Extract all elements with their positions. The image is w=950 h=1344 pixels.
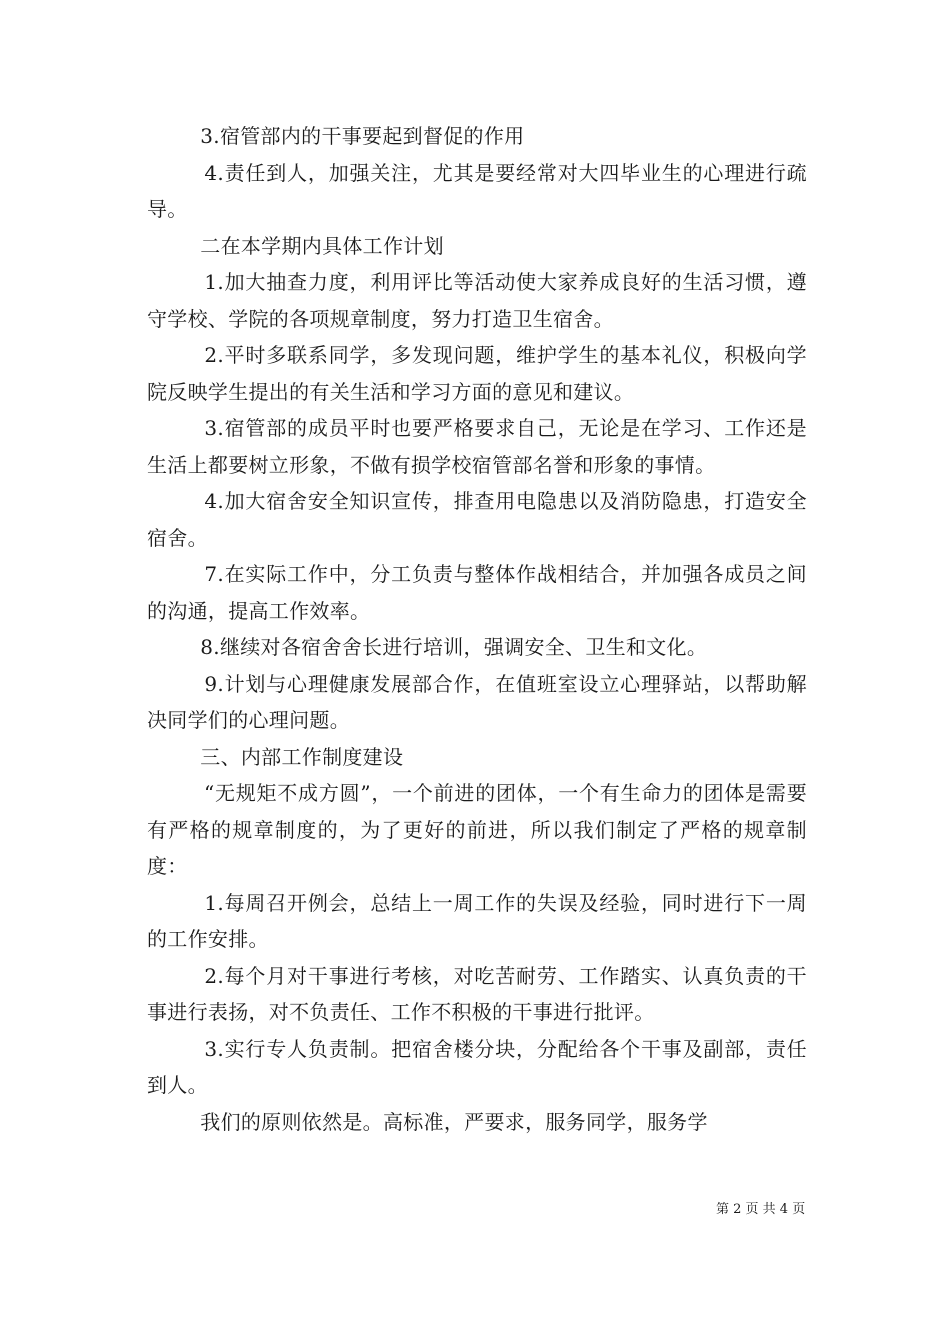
paragraph: 1.每周召开例会，总结上一周工作的失误及经验，同时进行下一周的工作安排。 — [147, 890, 807, 951]
paragraph: 2.平时多联系同学，多发现问题，维护学生的基本礼仪，积极向学院反映学生提出的有关生活和学习方面的意见和建议。 — [147, 343, 807, 404]
paragraph: 3.宿管部的成员平时也要严格要求自己，无论是在学习、工作还是生活上都要树立形象，不做有损学校宿管部名誉和形象的事情。 — [147, 416, 807, 477]
paragraph: “无规矩不成方圆”，一个前进的团体，一个有生命力的团体是需要有严格的规章制度的，为了更好的前进，所以我们制定了严格的规章制度： — [147, 781, 807, 878]
page-number-footer: 第 2 页 共 4 页 — [716, 1202, 806, 1217]
paragraph: 1.加大抽查力度，利用评比等活动使大家养成良好的生活习惯，遵守学校、学院的各项规章制度，努力打造卫生宿舍。 — [147, 270, 807, 331]
paragraph: 3.宿管部内的干事要起到督促的作用 — [147, 124, 525, 148]
section-heading: 二在本学期内具体工作计划 — [147, 233, 444, 258]
paragraph: 2.每个月对干事进行考核，对吃苦耐劳、工作踏实、认真负责的干事进行表扬，对不负责任、工作不积极的干事进行批评。 — [147, 963, 807, 1024]
paragraph: 7.在实际工作中，分工负责与整体作战相结合，并加强各成员之间的沟通，提高工作效率。 — [147, 562, 807, 623]
document-body — [147, 118, 807, 1140]
paragraph: 8.继续对各宿舍舍长进行培训，强调安全、卫生和文化。 — [147, 635, 708, 659]
paragraph: 3.实行专人负责制。把宿舍楼分块，分配给各个干事及副部，责任到人。 — [147, 1036, 807, 1097]
paragraph: 9.计划与心理健康发展部合作，在值班室设立心理驿站，以帮助解决同学们的心理问题。 — [147, 671, 807, 732]
paragraph: 4.责任到人，加强关注，尤其是要经常对大四毕业生的心理进行疏导。 — [147, 160, 807, 221]
section-heading: 三、内部工作制度建设 — [147, 744, 404, 769]
paragraph: 我们的原则依然是。高标准，严要求，服务同学，服务学 — [147, 1109, 708, 1134]
paragraph: 4.加大宿舍安全知识宣传，排查用电隐患以及消防隐患，打造安全宿舍。 — [147, 489, 807, 550]
